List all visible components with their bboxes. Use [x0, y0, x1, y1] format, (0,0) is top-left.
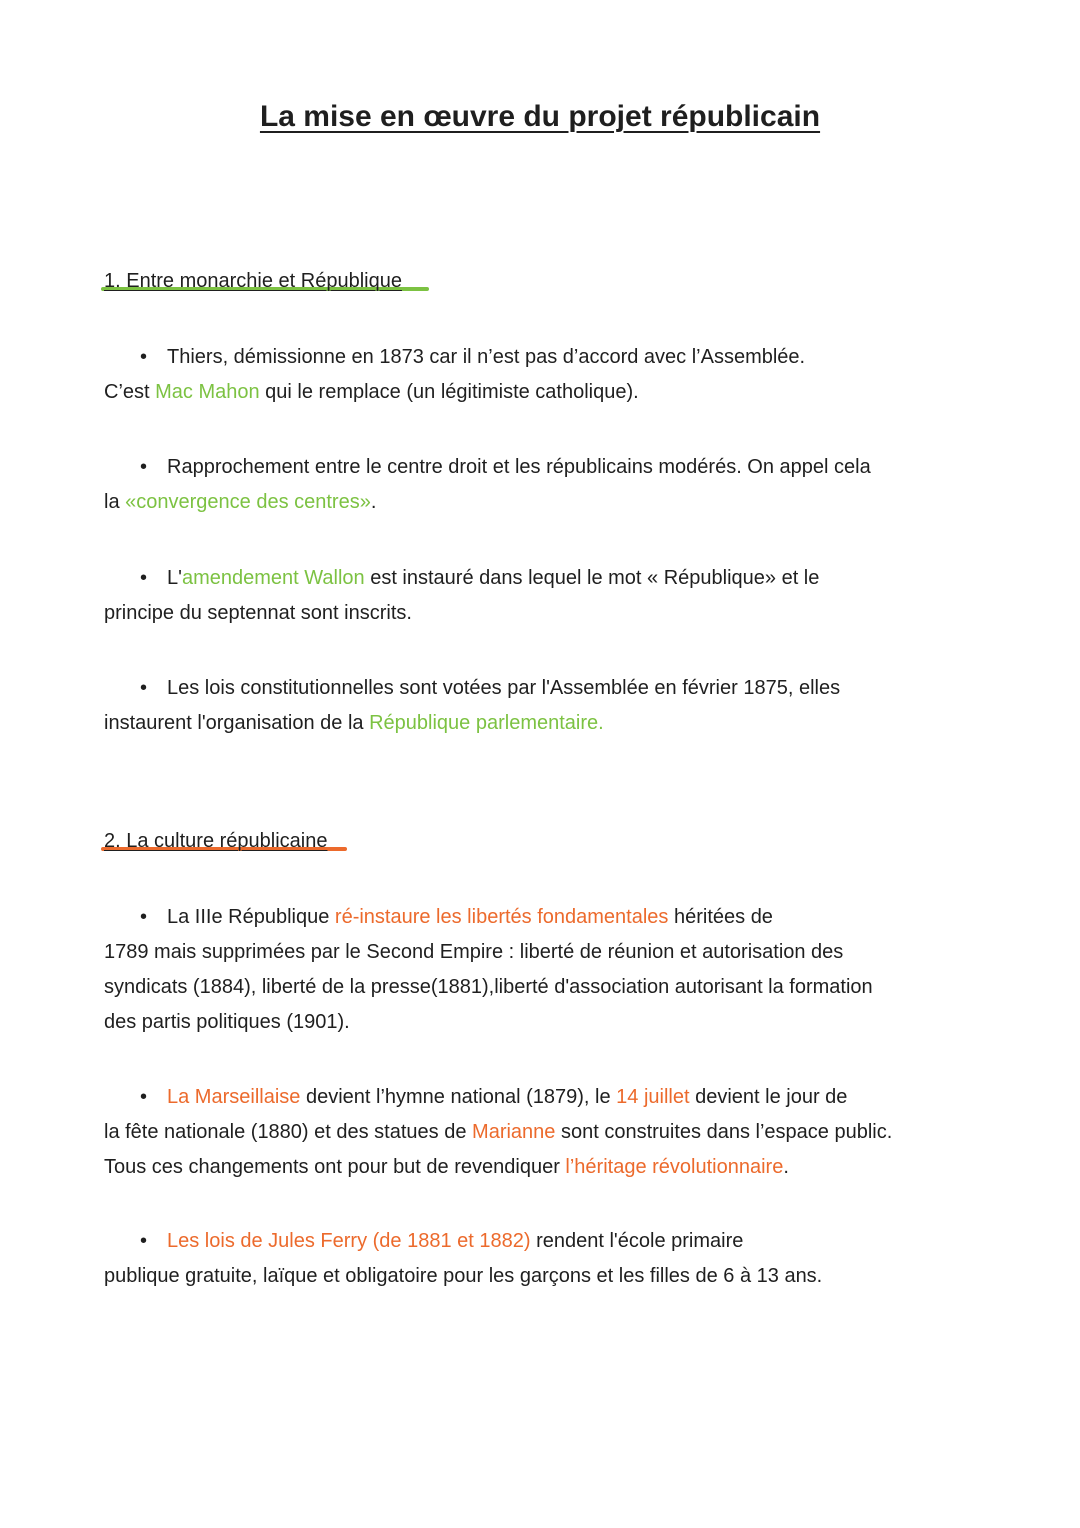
highlight-term: La Marseillaise: [167, 1086, 301, 1108]
highlight-term: ré-instaure les libertés fondamentales: [334, 906, 669, 928]
page-title: La mise en œuvre du projet républicain: [259, 100, 821, 133]
bullet-icon: •: [140, 1086, 148, 1108]
section-1-bullet-4: • Les lois constitutionnelles sont votées par l'Assemblée en février 1875, elles instaurent l'organisation de la République parlementaire.: [104, 671, 984, 741]
bullet-icon: •: [140, 1230, 148, 1252]
section-2-bullet-2: • La Marseillaise devient l’hymne national (1879), le 14 juillet devient le jour de la fête nationale (1880) et des statues de Marianne sont construites dans l’espace public. Tous ces changements ont pour but de revendiquer l’héritage révolutionnaire.: [104, 1080, 984, 1185]
section-2-bullet-1: • La IIIe République ré-instaure les libertés fondamentales héritées de 1789 mais supprimées par le Second Empire : liberté de réunion et autorisation des syndicats (1884), liberté de la presse(1881),liberté d'association autorisant la formation des partis politiques (1901).: [104, 900, 984, 1040]
highlight-term: Mac Mahon: [155, 381, 260, 403]
highlight-term: l’héritage révolutionnaire: [565, 1156, 784, 1178]
section-2-bullet-3: • Les lois de Jules Ferry (de 1881 et 1882) rendent l'école primaire publique gratuite, laïque et obligatoire pour les garçons et les filles de 6 à 13 ans.: [104, 1224, 984, 1294]
highlight-term: 14 juillet: [616, 1086, 690, 1108]
section-2-heading: 2. La culture républicaine: [104, 830, 328, 852]
bullet-icon: •: [140, 567, 148, 589]
bullet-icon: •: [140, 456, 148, 478]
bullet-icon: •: [140, 677, 148, 699]
highlight-term: amendement Wallon: [181, 567, 365, 589]
bullet-icon: •: [140, 346, 148, 368]
highlight-term: Les lois de Jules Ferry (de 1881 et 1882): [167, 1230, 531, 1252]
bullet-icon: •: [140, 906, 148, 928]
highlight-term: Marianne: [472, 1121, 556, 1143]
section-1-bullet-1: • Thiers, démissionne en 1873 car il n’est pas d’accord avec l’Assemblée. C’est Mac Mahon qui le remplace (un légitimiste catholique).: [104, 340, 984, 410]
section-1-heading: 1. Entre monarchie et République: [104, 270, 402, 292]
section-1-bullet-2: • Rapprochement entre le centre droit et les républicains modérés. On appel cela la «convergence des centres».: [104, 450, 984, 520]
highlight-term: République parlementaire.: [369, 712, 604, 734]
section-1-bullet-3: • L'amendement Wallon est instauré dans lequel le mot « République» et le principe du septennat sont inscrits.: [104, 561, 984, 631]
highlight-term: «convergence des centres»: [125, 491, 371, 513]
